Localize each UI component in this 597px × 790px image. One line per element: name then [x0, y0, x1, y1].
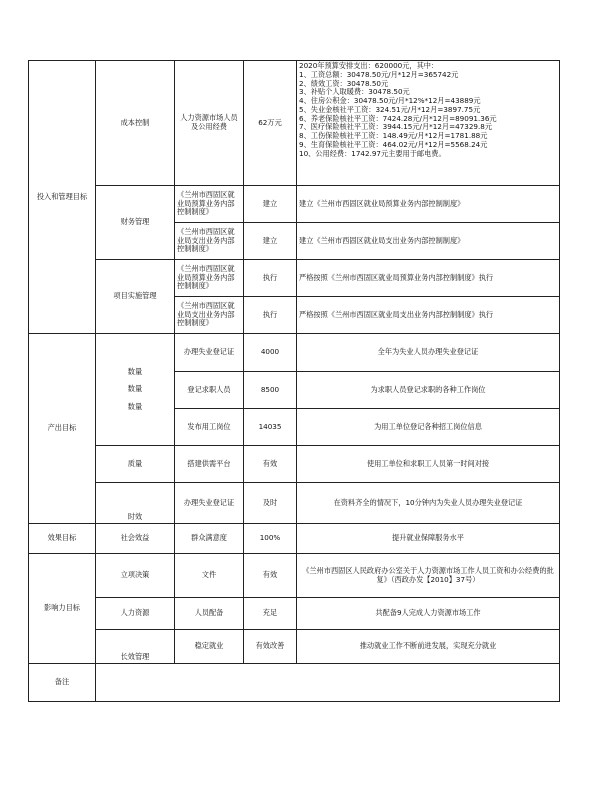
cost-control-value: 62万元: [244, 61, 297, 186]
impact-label: 立项决策: [96, 554, 175, 598]
section-label-output: 产出目标: [29, 334, 96, 524]
project-item: 《兰州市西固区就业局预算业务内部控制制度》: [175, 260, 244, 297]
project-item: 《兰州市西固区就业局支出业务内部控制制度》: [175, 297, 244, 334]
quantity-label-2: 数量: [127, 384, 143, 394]
finance-item: 《兰州市西固区就业局支出业务内部控制制度》: [175, 223, 244, 260]
finance-value: 建立: [244, 223, 297, 260]
effect-desc: 提升就业保障服务水平: [297, 524, 560, 554]
finance-label: 财务管理: [96, 186, 175, 260]
effect-item: 群众满意度: [175, 524, 244, 554]
impact-value: 有效改善: [244, 630, 297, 664]
impact-item: 文件: [175, 554, 244, 598]
output-desc: 全年为失业人员办理失业登记证: [297, 334, 560, 372]
cost-control-item: 人力资源市场人员及公用经费: [175, 61, 244, 186]
output-item: 发布用工岗位: [175, 409, 244, 446]
cost-control-label: 成本控制: [96, 61, 175, 186]
finance-desc: 建立《兰州市西固区就业局支出业务内部控制制度》: [297, 223, 560, 260]
project-value: 执行: [244, 260, 297, 297]
output-desc: 为求职人员登记求职的各种工作岗位: [297, 372, 560, 409]
output-item: 登记求职人员: [175, 372, 244, 409]
impact-label: 长效管理: [96, 630, 175, 664]
cost-line: 1、工资总额：30478.50元/月*12月=365742元: [299, 69, 459, 79]
output-value: 有效: [244, 446, 297, 483]
output-value: 8500: [244, 372, 297, 409]
output-value: 及时: [244, 483, 297, 524]
finance-item: 《兰州市西固区就业局预算业务内部控制制度》: [175, 186, 244, 223]
output-value: 14035: [244, 409, 297, 446]
cost-line: 3、补贴个人取暖费：30478.50元: [299, 87, 410, 97]
effect-label: 社会效益: [96, 524, 175, 554]
project-desc: 严格按照《兰州市西固区就业局预算业务内部控制制度》执行: [297, 260, 560, 297]
finance-desc: 建立《兰州市西固区就业局预算业务内部控制制度》: [297, 186, 560, 223]
quantity-label-3: 数量: [127, 401, 143, 411]
cost-line: 10、公用经费：1742.97元主要用于邮电费。: [299, 148, 446, 158]
impact-item: 稳定就业: [175, 630, 244, 664]
cost-line: 2020年预算安排支出：620000元，其中：: [299, 61, 439, 70]
section-label-effect: 效果目标: [29, 524, 96, 554]
quality-label: 质量: [96, 446, 175, 483]
output-item: 搭建供需平台: [175, 446, 244, 483]
cost-line: 4、住房公积金：30478.50元/月*12%*12月=43889元: [299, 96, 481, 106]
section-label-impact: 影响力目标: [29, 554, 96, 664]
section-label-input: 投入和管理目标: [29, 61, 96, 334]
cost-line: 5、失业金核社平工资：324.51元/月*12月=3897.75元: [299, 104, 481, 114]
output-desc: 使用工单位和求职工人员第一时间对接: [297, 446, 560, 483]
remarks-content: [96, 664, 560, 702]
impact-desc: 共配备9人完成人力资源市场工作: [297, 598, 560, 630]
cost-line: 8、工伤保险核社平工资：148.49元/月*12月=1781.88元: [299, 131, 488, 141]
output-item: 办理失业登记证: [175, 483, 244, 524]
cost-line: 9、生育保险核社平工资：464.02元/月*12月=5568.24元: [299, 140, 488, 150]
cost-line: 7、医疗保险核社平工资：3944.15元/月*12月=47329.8元: [299, 122, 493, 132]
cost-control-breakdown: [297, 61, 560, 186]
timeliness-label: 时效: [96, 483, 175, 524]
project-desc: 严格按照《兰州市西固区就业局支出业务内部控制制度》执行: [297, 297, 560, 334]
impact-label: 人力资源: [96, 598, 175, 630]
project-label: 项目实施管理: [96, 260, 175, 334]
cost-line: 6、养老保险核社平工资：7424.28元/月*12月=89091.36元: [299, 113, 497, 123]
output-desc: 在资料齐全的情况下，10分钟内为失业人员办理失业登记证: [297, 483, 560, 524]
quantity-label: [96, 334, 175, 446]
performance-target-table: [28, 60, 560, 702]
effect-value: 100%: [244, 524, 297, 554]
section-label-remarks: 备注: [29, 664, 96, 702]
finance-value: 建立: [244, 186, 297, 223]
quantity-label-1: 数量: [127, 366, 143, 376]
impact-value: 有效: [244, 554, 297, 598]
impact-item: 人员配备: [175, 598, 244, 630]
impact-desc: 《兰州市西固区人民政府办公室关于人力资源市场工作人员工资和办公经费的批复》（西政办发【2010】37号）: [297, 554, 560, 598]
output-value: 4000: [244, 334, 297, 372]
output-item: 办理失业登记证: [175, 334, 244, 372]
output-desc: 为用工单位登记各种招工岗位信息: [297, 409, 560, 446]
project-value: 执行: [244, 297, 297, 334]
cost-line: 2、绩效工资：30478.50元: [299, 78, 389, 88]
impact-value: 充足: [244, 598, 297, 630]
impact-desc: 推动就业工作不断前进发展，实现充分就业: [297, 630, 560, 664]
